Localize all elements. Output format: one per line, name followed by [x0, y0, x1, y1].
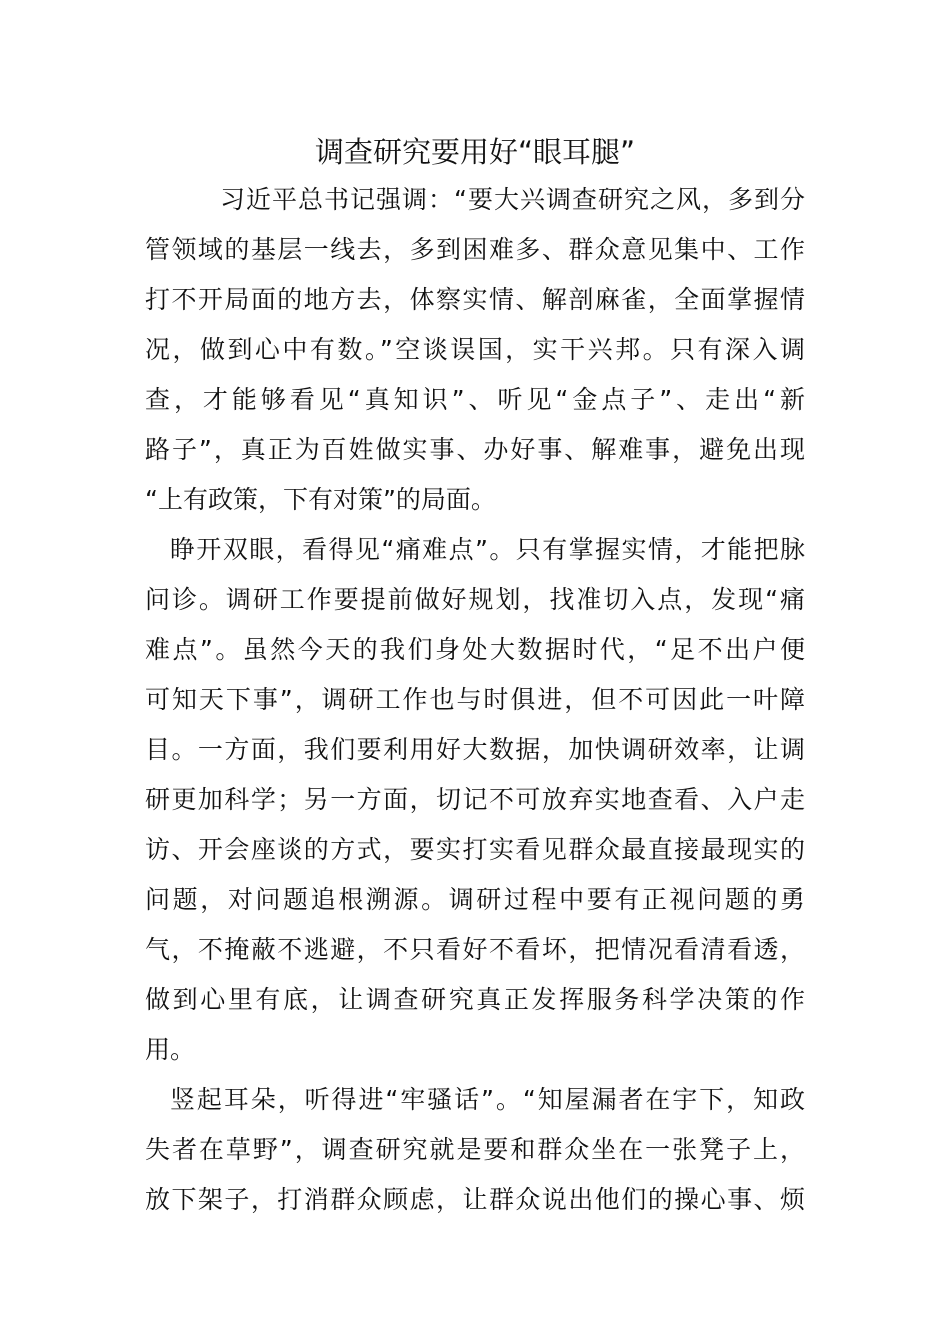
text-line: 竖起耳朵，听得进“牢骚话”。“知屋漏者在宇下，知政 — [170, 1085, 805, 1114]
text-line: “上有政策，下有对策”的局面。 — [145, 485, 496, 514]
text-line: 可知天下事”，调研工作也与时俱进，但不可因此一叶障 — [145, 685, 805, 714]
text-line: 问题，对问题追根溯源。调研过程中要有正视问题的勇 — [145, 885, 805, 914]
text-line: 做到心里有底，让调查研究真正发挥服务科学决策的作 — [145, 985, 805, 1014]
text-line: 打不开局面的地方去，体察实情、解剖麻雀，全面掌握情 — [145, 285, 805, 314]
text-line: 习近平总书记强调：“要大兴调查研究之风，多到分 — [220, 185, 805, 214]
text-line: 管领域的基层一线去，多到困难多、群众意见集中、工作 — [145, 235, 805, 264]
text-line: 访、开会座谈的方式，要实打实看见群众最直接最现实的 — [145, 835, 805, 864]
text-line: 难点”。虽然今天的我们身处大数据时代，“足不出户便 — [145, 635, 805, 664]
text-line: 研更加科学；另一方面，切记不可放弃实地查看、入户走 — [145, 785, 805, 814]
text-line: 况，做到心中有数。”空谈误国，实干兴邦。只有深入调 — [145, 335, 805, 364]
text-line: 路子”，真正为百姓做实事、办好事、解难事，避免出现 — [145, 435, 805, 464]
document-title: 调查研究要用好“眼耳腿” — [314, 135, 636, 169]
text-line: 用。 — [145, 1035, 196, 1064]
text-line: 目。一方面，我们要利用好大数据，加快调研效率，让调 — [145, 735, 805, 764]
text-line: 查，才能够看见“真知识”、听见“金点子”、走出“新 — [145, 385, 805, 414]
text-line: 问诊。调研工作要提前做好规划，找准切入点，发现“痛 — [145, 585, 805, 614]
text-line: 睁开双眼，看得见“痛难点”。只有掌握实情，才能把脉 — [170, 535, 805, 564]
text-line: 失者在草野”，调查研究就是要和群众坐在一张凳子上， — [145, 1135, 805, 1164]
text-line: 气，不掩蔽不逃避，不只看好不看坏，把情况看清看透， — [145, 935, 805, 964]
text-line: 放下架子，打消群众顾虑，让群众说出他们的操心事、烦 — [145, 1185, 805, 1214]
